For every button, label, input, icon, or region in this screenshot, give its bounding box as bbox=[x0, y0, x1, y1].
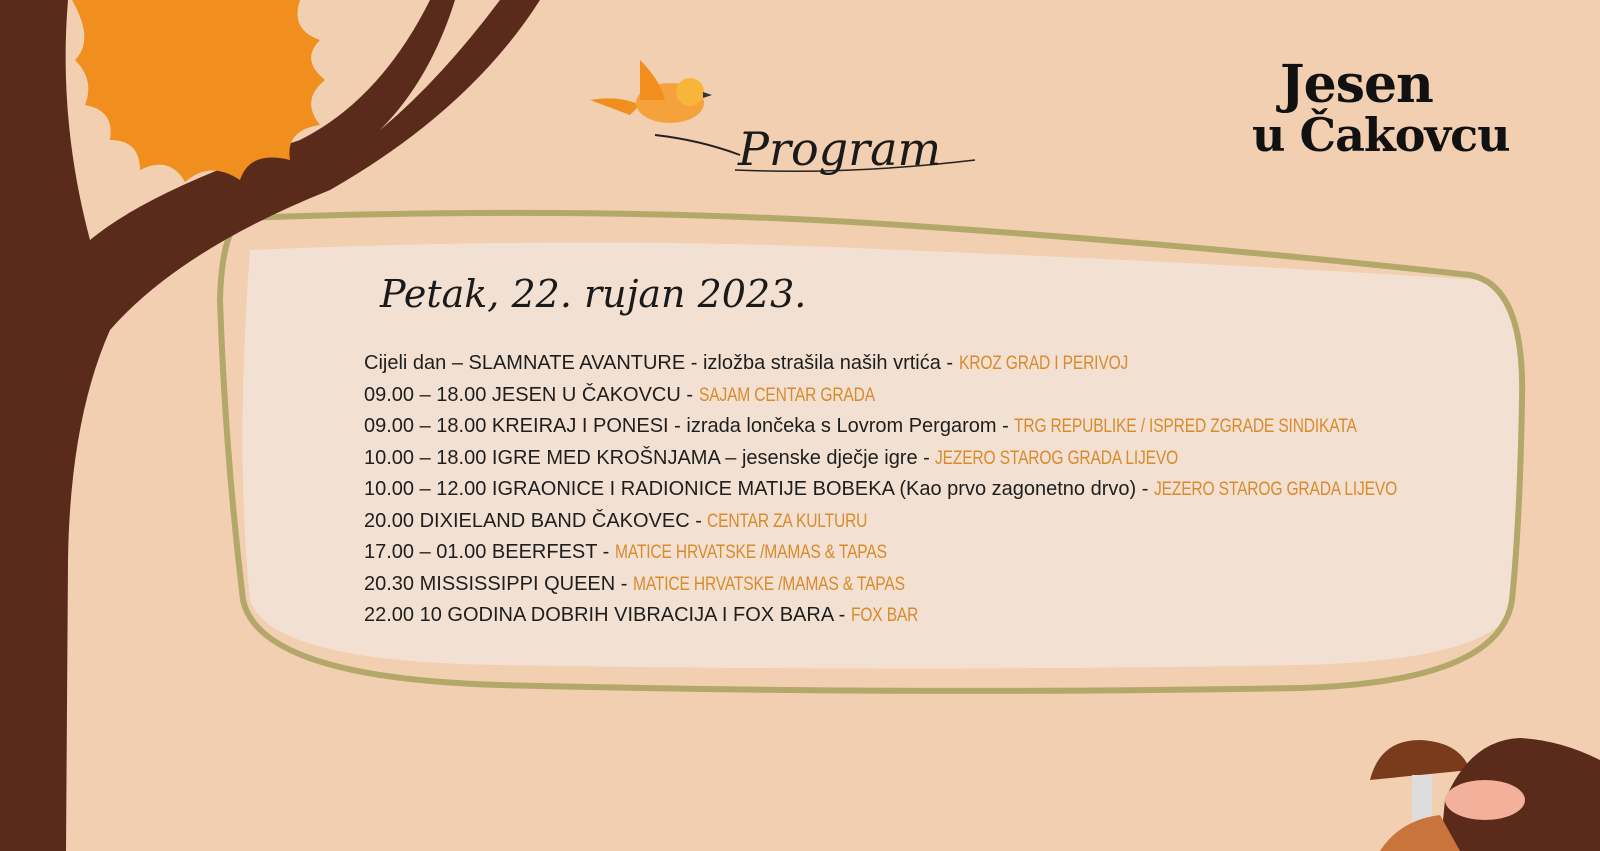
event-text: 10.00 – 12.00 IGRAONICE I RADIONICE MATIJE BOBEKA (Kao prvo zagonetno drvo) - bbox=[364, 478, 1154, 500]
schedule-item bbox=[364, 537, 1450, 569]
date-title: Petak, 22. rujan 2023. bbox=[380, 272, 807, 316]
schedule-item bbox=[364, 569, 1450, 601]
festival-logo bbox=[1250, 40, 1550, 230]
event-text: 17.00 – 01.00 BEERFEST - bbox=[364, 541, 615, 563]
schedule-item bbox=[364, 380, 1450, 412]
event-text: 09.00 – 18.00 KREIRAJ I PONESI - izrada lončeka s Lovrom Pergarom - bbox=[364, 415, 1015, 437]
event-location: JEZERO STAROG GRADA LIJEVO bbox=[935, 447, 1179, 469]
bird-illustration bbox=[590, 60, 740, 155]
event-location: MATICE HRVATSKE /MAMAS & TAPAS bbox=[632, 573, 905, 595]
event-location: SAJAM CENTAR GRADA bbox=[698, 384, 875, 406]
event-text: 20.00 DIXIELAND BAND ČAKOVEC - bbox=[364, 509, 708, 532]
event-location: MATICE HRVATSKE /MAMAS & TAPAS bbox=[614, 542, 887, 563]
event-location: KROZ GRAD I PERIVOJ bbox=[958, 353, 1128, 374]
event-text: Cijeli dan – SLAMNATE AVANTURE - izložba strašila naših vrtića - bbox=[364, 352, 959, 374]
schedule-item bbox=[364, 474, 1450, 506]
program-title: Program bbox=[738, 122, 942, 176]
event-location: JEZERO STAROG GRADA LIJEVO bbox=[1153, 479, 1398, 500]
event-text: 09.00 – 18.00 JESEN U ČAKOVCU - bbox=[364, 383, 699, 406]
event-location: FOX BAR bbox=[850, 605, 919, 626]
schedule-item bbox=[364, 600, 1450, 632]
hedgehog-mushroom-illustration bbox=[1370, 738, 1600, 851]
schedule-list bbox=[364, 348, 1450, 632]
event-location: TRG REPUBLIKE / ISPRED ZGRADE SINDIKATA bbox=[1014, 416, 1358, 437]
event-text: 10.00 – 18.00 IGRE MED KROŠNJAMA – jesenske dječje igre - bbox=[364, 446, 936, 469]
event-text: 22.00 10 GODINA DOBRIH VIBRACIJA I FOX BARA - bbox=[364, 604, 851, 626]
logo-line-1: Jesen bbox=[1280, 54, 1433, 115]
logo-line-2: u Čakovcu bbox=[1252, 108, 1510, 162]
event-location: CENTAR ZA KULTURU bbox=[707, 510, 868, 532]
tree-leaves bbox=[72, 0, 325, 182]
schedule-item bbox=[364, 443, 1450, 475]
schedule-item bbox=[364, 506, 1450, 538]
event-text: 20.30 MISSISSIPPI QUEEN - bbox=[364, 572, 633, 595]
schedule-item bbox=[364, 348, 1450, 380]
schedule-item bbox=[364, 411, 1450, 443]
